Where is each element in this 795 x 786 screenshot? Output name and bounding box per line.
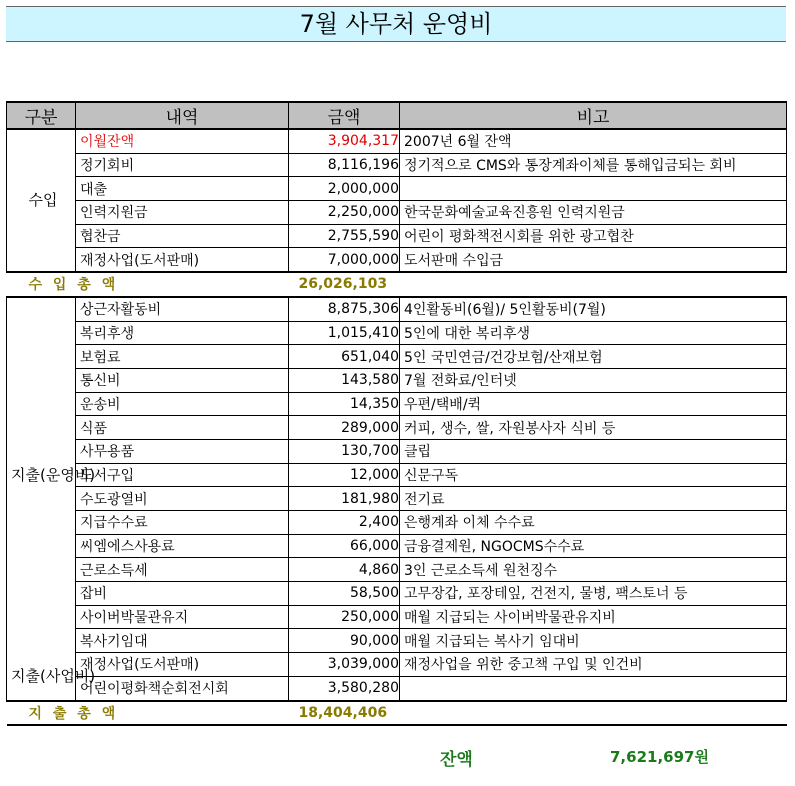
item-cell: 복리후생 <box>76 321 289 345</box>
category-cell: 지출(운영비) <box>7 297 76 653</box>
item-cell: 근로소득세 <box>76 558 289 582</box>
table-row <box>7 368 787 392</box>
note-cell: 전기료 <box>400 487 787 511</box>
item-cell: 씨엠에스사용료 <box>76 534 289 558</box>
table-row <box>7 439 787 463</box>
note-cell: 4인활동비(6월)/ 5인활동비(7월) <box>400 297 787 321</box>
total-amount: 26,026,103 <box>289 272 400 297</box>
table-row <box>7 534 787 558</box>
total-label: 지 출 총 액 <box>7 701 289 726</box>
amount-cell: 12,000 <box>289 463 400 487</box>
amount-cell: 3,904,317 <box>289 129 400 153</box>
amount-cell: 2,755,590 <box>289 224 400 248</box>
item-cell: 협찬금 <box>76 224 289 248</box>
item-cell: 식품 <box>76 416 289 440</box>
page-title: 7월 사무처 운영비 <box>6 6 786 42</box>
note-cell: 도서판매 수입금 <box>400 248 787 272</box>
header-amount: 금액 <box>289 102 400 129</box>
amount-cell: 289,000 <box>289 416 400 440</box>
balance-label: 잔액 <box>440 750 473 770</box>
amount-cell: 651,040 <box>289 345 400 369</box>
amount-cell: 14,350 <box>289 392 400 416</box>
note-cell: 신문구독 <box>400 463 787 487</box>
header-item: 내역 <box>76 102 289 129</box>
amount-cell: 7,000,000 <box>289 248 400 272</box>
amount-cell: 90,000 <box>289 629 400 653</box>
item-cell: 사무용품 <box>76 439 289 463</box>
note-cell: 은행계좌 이체 수수료 <box>400 511 787 535</box>
table-body <box>7 129 787 725</box>
amount-cell: 8,116,196 <box>289 153 400 177</box>
note-cell: 매월 지급되는 복사기 임대비 <box>400 629 787 653</box>
total-row <box>7 701 787 726</box>
note-cell: 재정사업을 위한 중고책 구입 및 인건비 <box>400 653 787 677</box>
table-row <box>7 511 787 535</box>
note-cell: 5인에 대한 복리후생 <box>400 321 787 345</box>
note-cell <box>400 676 787 700</box>
item-cell: 도서구입 <box>76 463 289 487</box>
item-cell: 인력지원금 <box>76 201 289 225</box>
table-row <box>7 177 787 201</box>
note-cell: 5인 국민연금/건강보험/산재보험 <box>400 345 787 369</box>
note-cell: 매월 지급되는 사이버박물관유지비 <box>400 605 787 629</box>
table-row <box>7 463 787 487</box>
header-note: 비고 <box>400 102 787 129</box>
note-cell: 어린이 평화책전시회를 위한 광고협찬 <box>400 224 787 248</box>
item-cell: 복사기임대 <box>76 629 289 653</box>
table-row <box>7 653 787 677</box>
amount-cell: 2,250,000 <box>289 201 400 225</box>
table-row <box>7 582 787 606</box>
amount-cell: 3,039,000 <box>289 653 400 677</box>
amount-cell: 4,860 <box>289 558 400 582</box>
total-row <box>7 272 787 297</box>
item-cell: 대출 <box>76 177 289 201</box>
table-row <box>7 297 787 321</box>
table-row <box>7 201 787 225</box>
item-cell: 통신비 <box>76 368 289 392</box>
amount-cell: 130,700 <box>289 439 400 463</box>
note-cell: 한국문화예술교육진흥원 인력지원금 <box>400 201 787 225</box>
item-cell: 어린이평화책순회전시회 <box>76 676 289 700</box>
note-cell <box>400 177 787 201</box>
item-cell: 지급수수료 <box>76 511 289 535</box>
balance-value: 7,621,697원 <box>610 748 709 766</box>
amount-cell: 3,580,280 <box>289 676 400 700</box>
item-cell: 재정사업(도서판매) <box>76 653 289 677</box>
table-row <box>7 392 787 416</box>
item-cell: 보험료 <box>76 345 289 369</box>
amount-cell: 2,400 <box>289 511 400 535</box>
category-cell: 수입 <box>7 129 76 272</box>
amount-cell: 58,500 <box>289 582 400 606</box>
header-category: 구분 <box>7 102 76 129</box>
note-cell: 고무장갑, 포장테잎, 건전지, 물병, 팩스토너 등 <box>400 582 787 606</box>
amount-cell: 181,980 <box>289 487 400 511</box>
table-row <box>7 605 787 629</box>
amount-cell: 1,015,410 <box>289 321 400 345</box>
table-row <box>7 153 787 177</box>
category-cell: 지출(사업비) <box>7 653 76 701</box>
amount-cell: 8,875,306 <box>289 297 400 321</box>
table-row <box>7 416 787 440</box>
note-cell: 7월 전화료/인터넷 <box>400 368 787 392</box>
table-row <box>7 248 787 272</box>
item-cell: 정기회비 <box>76 153 289 177</box>
table-row <box>7 487 787 511</box>
amount-cell: 250,000 <box>289 605 400 629</box>
note-cell: 2007년 6월 잔액 <box>400 129 787 153</box>
note-cell: 정기적으로 CMS와 통장계좌이체를 통해입금되는 회비 <box>400 153 787 177</box>
note-cell: 커피, 생수, 쌀, 자원봉사자 식비 등 <box>400 416 787 440</box>
total-note-blank <box>400 701 787 726</box>
total-label: 수 입 총 액 <box>7 272 289 297</box>
table-row <box>7 629 787 653</box>
note-cell: 우편/택배/퀵 <box>400 392 787 416</box>
item-cell: 운송비 <box>76 392 289 416</box>
table-header-row <box>7 102 787 129</box>
note-cell: 금융결제원, NGOCMS수수료 <box>400 534 787 558</box>
amount-cell: 143,580 <box>289 368 400 392</box>
table-row <box>7 224 787 248</box>
amount-cell: 2,000,000 <box>289 177 400 201</box>
item-cell: 잡비 <box>76 582 289 606</box>
table-row <box>7 321 787 345</box>
table-row <box>7 676 787 700</box>
table-row <box>7 558 787 582</box>
total-amount: 18,404,406 <box>289 701 400 726</box>
item-cell: 재정사업(도서판매) <box>76 248 289 272</box>
amount-cell: 66,000 <box>289 534 400 558</box>
table-row <box>7 129 787 153</box>
item-cell: 상근자활동비 <box>76 297 289 321</box>
total-note-blank <box>400 272 787 297</box>
table-row <box>7 345 787 369</box>
note-cell: 클립 <box>400 439 787 463</box>
item-cell: 이월잔액 <box>76 129 289 153</box>
budget-table <box>6 101 787 726</box>
note-cell: 3인 근로소득세 원천징수 <box>400 558 787 582</box>
item-cell: 사이버박물관유지 <box>76 605 289 629</box>
item-cell: 수도광열비 <box>76 487 289 511</box>
